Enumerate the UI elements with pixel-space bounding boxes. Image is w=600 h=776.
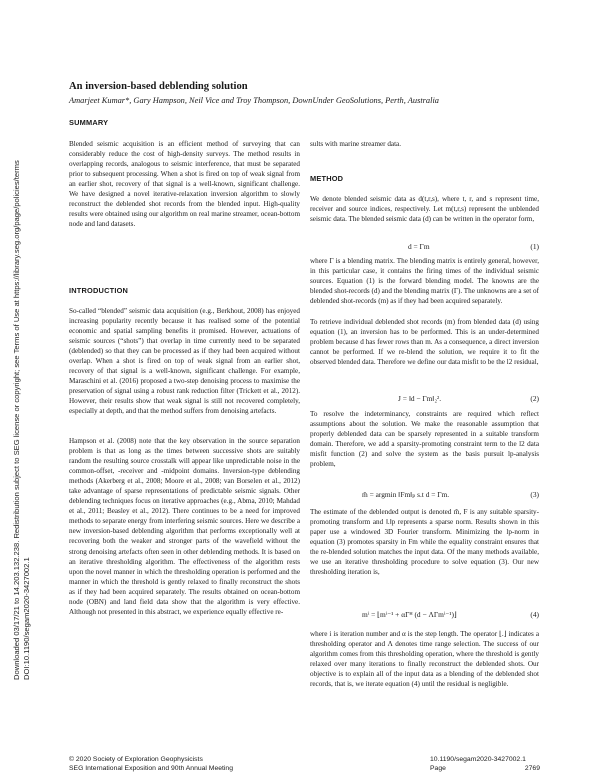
- equation-2: [310, 394, 539, 405]
- continued-paragraph: sults with marine streamer data.: [310, 140, 402, 148]
- footer-page: [430, 764, 540, 773]
- method-heading: METHOD: [310, 174, 344, 183]
- equation-3-number: (3): [530, 490, 539, 499]
- download-notice-doi: DOI:10.1190/segam2020-3427002.1: [22, 557, 31, 680]
- summary-paragraph: Blended seismic acquisition is an efficient method of surveying that can considerably reduce the cost of high-density surveys. The method results in overlapping records, analogous to seismic interference, that must be separated prior to subsequent processing. When a shot is fired on top of weak signal from an earlier shot, recovery of that signal is a well-known, significant challenge. We have designed a novel iterative-relaxation inversion algorithm to slowly reconstruct the deblended shot records from the blended input. High-quality results were obtained using our algorithm on real marine streamer, ocean-bottom node and land datasets.: [69, 140, 300, 229]
- equation-4-body: mⁱ = ⌊mⁱ⁻¹ + αΓᴴ (d − ΛΓmⁱ⁻¹)⌋: [362, 610, 457, 619]
- method-paragraph-6: where i is iteration number and α is the step length. The operator ⌊.⌋ indicates a thresholding operator and Λ denotes time range selection. The success of our algorithm comes from this thresholding operation, where the threshold is gently relaxed over many iterations to finally reconstruct the deblended shots. Our objective is to explain all of the input data as a blending of the deblended shot records, that is, we iterate equation (4) until the residual is negligible.: [310, 630, 539, 689]
- introduction-heading: INTRODUCTION: [69, 286, 129, 295]
- equation-2-number: (2): [530, 394, 539, 403]
- equation-2-body: J = ‖d − Γm‖₂².: [398, 394, 442, 403]
- paper-authors: Amarjeet Kumar*, Gary Hampson, Neil Vice and Troy Thompson, DownUnder GeoSolutions, Perth, Australia: [69, 96, 439, 105]
- method-paragraph-1: We denote blended seismic data as d(t,r,s), where t, r, and s represent time, receiver and source indices, respectively. Let m(t,r,s) represent the unblended seismic data. The blended seismic data (d) can be written in the operator form,: [310, 195, 539, 224]
- method-paragraph-3: To retrieve individual deblended shot records (m) from blended data (d) using equation (1), an inversion has to be performed. This is an under-determined problem because d has fewer rows than m. As a consequence, a direct inversion cannot be performed. If we re-blend the solution, we require it to fit the observed blended data. Therefore we define our data misfit to be the l2 residual,: [310, 318, 539, 367]
- footer-meeting: SEG International Exposition and 90th Annual Meeting: [69, 765, 233, 772]
- method-paragraph-2: where Γ is a blending matrix. The blending matrix is entirely general, however, in this particular case, it contains the firing times of the individual seismic sources. Equation (1) is the forward blending model. The knowns are the blended shot-records (d) and the blending matrix (Γ). The unknowns are a set of deblended shot-records (m) as if they had been acquired separately.: [310, 257, 539, 306]
- equation-4-number: (4): [530, 610, 539, 619]
- footer-doi: 10.1190/segam2020-3427002.1: [430, 756, 526, 763]
- download-notice: [0, 80, 31, 680]
- footer-right: [430, 755, 540, 773]
- footer-left: [69, 755, 233, 773]
- equation-1-body: d = Γm: [408, 242, 430, 251]
- intro-paragraph-1: So-called “blended” seismic data acquisition (e.g., Berkhout, 2008) has enjoyed increasing popularity recently because it has realised some of the potential economic and spatial sampling benefits it promised. However, actuations of seismic sources (“shots”) that overlap in time currently need to be separated (deblended) so that they can be processed as if they had been acquired without overlap. When a shot is fired on top of weak signal from an earlier shot, recovery of that signal is a well-known, significant challenge. For example, Maraschini et al. (2016) proposed a two-step denoising process to maximise the preservation of signal using a robust rank reduction filter (Trickett et al., 2012). However, their results show that weak signal is still not recovered completely, especially at depth, and that the method suffers from denoising artefacts.: [69, 307, 300, 416]
- equation-4: [310, 610, 539, 621]
- method-paragraph-5: The estimate of the deblended output is denoted m̃, F is any suitable sparsity-promoting transform and ‖.‖p represents a sparse norm. Results shown in this paper use a windowed 3D Fourier transform. Minimizing the lp-norm in equation (3) promotes sparsity in Fm while the equality constraint ensures that the re-blended solution matches the input data. Of the many methods available, we use an iterative thresholding procedure to solve equation (3). Our new thresholding iteration is,: [310, 508, 539, 577]
- download-notice-line1: Downloaded 03/17/21 to 14.203.132.238. Redistribution subject to SEG license or copyright; see Terms of Use at https://library.seg.org/page/policies/terms: [12, 160, 21, 680]
- summary-heading: SUMMARY: [69, 118, 109, 127]
- equation-3: [310, 490, 539, 501]
- footer-copyright: © 2020 Society of Exploration Geophysicists: [69, 756, 203, 763]
- footer-page-number: 2769: [524, 765, 540, 772]
- intro-paragraph-2: Hampson et al. (2008) note that the key observation in the source separation problem is that as long as the times between successive shots are suitably random the resulting source crosstalk will appear like unpredictable noise in the common-offset, -receiver and -midpoint domains. Inversion-type deblending methods (Akerberg et al., 2008; Moore et al., 2008; van Borselen et al., 2012) take advantage of sparse representations of predictable seismic signals. Other deblending techniques focus on iterative approaches (e.g., Abma, 2010; Mahdad et al., 2011; Beasley et al., 2012). There continues to be a need for improved methods to separate energy from interfering seismic sources. Here we describe a new inversion-based deblending algorithm that performs exceptionally well at recovering both the weaker and stronger parts of the wavefield without the strong denoising artefacts often seen in other deblending methods. It is based on an iterative thresholding algorithm. The effectiveness of the algorithm rests upon the novel manner in which the thresholding operation is performed and the manner in which the threshold is gently relaxed to finally reconstruct the shots as if they had been acquired separately. The results obtained on ocean-bottom node (OBN) and land field data show that the algorithm is very effective. Although not presented in this abstract, we experience equally effective re-: [69, 437, 300, 616]
- equation-3-body: m̃ = argmin ‖Fm‖ₚ s.t d = Γm.: [362, 490, 450, 499]
- method-paragraph-4: To resolve the indeterminancy, constraints are required which reflect assumptions about the solution. We make the reasonable assumption that properly deblended data can be sparsely represented in a suitable transform domain. Therefore, we add a sparsity-promoting constraint term to the l2 data misfit function (2) and solve the system as the basis pursuit lp-analysis problem,: [310, 410, 539, 469]
- equation-1: [310, 242, 539, 253]
- equation-1-number: (1): [530, 242, 539, 251]
- footer-page-label: Page: [430, 765, 446, 772]
- paper-title: An inversion-based deblending solution: [69, 81, 248, 92]
